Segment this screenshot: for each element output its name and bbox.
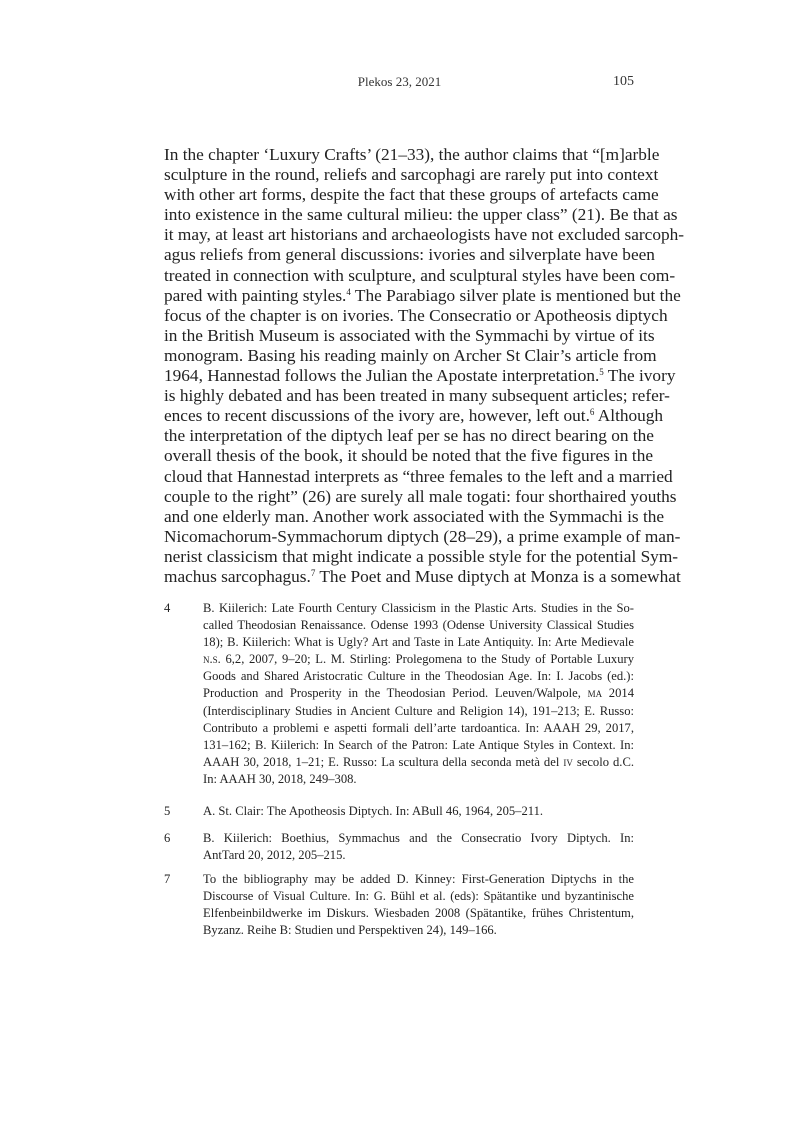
text-line: [203, 600, 634, 617]
text-run: Discourse of Visual Culture. In: G. Bühl et al. (eds): Spätantike und byzantinische: [203, 889, 634, 904]
footnote-number: 7: [164, 872, 171, 886]
text-run: The Parabiago silver plate is mentioned but the: [350, 285, 681, 305]
text-run: overall thesis of the book, it should be noted that the five figures in the: [164, 446, 654, 466]
text-line: [164, 305, 668, 326]
text-line: [164, 506, 665, 527]
text-run: The Poet and Muse diptych at Monza is a somewhat: [315, 566, 681, 586]
text-line: [164, 566, 681, 587]
text-run: machus sarcophagus.: [164, 566, 311, 586]
text-run: into existence in the same cultural milieu: the upper class” (21). Be that as: [164, 205, 678, 225]
text-line: [164, 325, 655, 346]
footnote-reference: 5: [599, 367, 604, 378]
text-line: [203, 922, 634, 939]
text-line: [203, 888, 634, 905]
text-line: [203, 668, 634, 685]
text-run: secolo d.C.: [572, 754, 634, 769]
text-line: [164, 265, 676, 286]
text-line: [203, 685, 634, 702]
text-run: it may, at least art historians and archaeologists have not excluded sarcoph-: [164, 225, 685, 245]
text-run: Production and Prosperity in the Theodosian Period. Leuven/Walpole,: [203, 686, 588, 701]
small-caps-text: ma: [587, 686, 603, 701]
text-line: [164, 486, 677, 507]
footnote-text: [203, 803, 634, 820]
text-line: [164, 366, 676, 386]
text-run: In: AAAH 30, 2018, 249–308.: [203, 771, 357, 786]
text-run: 2014: [602, 686, 634, 701]
text-line: [203, 634, 634, 651]
text-line: [203, 617, 634, 634]
text-run: cloud that Hannestad interprets as “three females to the left and a married: [164, 466, 673, 486]
text-line: [203, 871, 634, 888]
text-run: B. Kiilerich: Late Fourth Century Classicism in the Plastic Arts. Studies in the So-: [203, 601, 634, 615]
text-run: Byzanz. Reihe B: Studien und Perspektiven 24), 149–166.: [203, 923, 497, 938]
text-run: treated in connection with sculpture, and sculptural styles have been com-: [164, 265, 676, 285]
text-line: [164, 406, 664, 426]
footnote-text: [203, 600, 634, 788]
text-run: 6,2, 2007, 9–20; L. M. Stirling: Prolegomena to the Study of Portable Luxury: [220, 652, 634, 667]
text-run: in the British Museum is associated with the Symmachi by virtue of its: [164, 325, 655, 345]
text-run: AntTard 20, 2012, 205–215.: [203, 848, 346, 863]
footnote-reference: 4: [346, 286, 351, 297]
text-line: [203, 703, 634, 720]
text-line: [164, 245, 655, 265]
text-run: To the bibliography may be added D. Kinney: First-Generation Diptychs in the: [203, 872, 634, 886]
text-line: [203, 651, 634, 668]
text-run: Goods and Shared Aristocratic Culture in the Theodosian Age. In: I. Jacobs (ed.):: [203, 669, 634, 684]
text-run: focus of the chapter is on ivories. The Consecratio or Apotheosis diptych: [164, 305, 668, 325]
text-run: sculpture in the round, reliefs and sarcophagi are rarely put into context: [164, 165, 659, 185]
text-line: [203, 803, 634, 820]
text-run: The ivory: [603, 366, 676, 386]
running-header-journal: Plekos 23, 2021: [357, 74, 442, 89]
text-line: [203, 771, 634, 788]
small-caps-text: n.s.: [203, 652, 221, 667]
page-number: 105: [613, 74, 634, 89]
footnote-number: 6: [164, 831, 171, 845]
text-run: Although: [594, 406, 664, 426]
text-run: Contributo a problemi e aspetti formali dell’arte tardoantica. In: AAAH 29, 2017,: [203, 720, 634, 735]
text-line: [164, 205, 678, 225]
text-run: 1964, Hannestad follows the Julian the Apostate interpretation.: [164, 366, 600, 386]
body-paragraph: [164, 145, 685, 587]
text-line: [164, 386, 670, 406]
text-line: [203, 905, 634, 922]
text-line: [164, 145, 660, 165]
text-run: nerist classicism that might indicate a possible style for the potential Sym-: [164, 546, 679, 566]
text-line: [164, 426, 654, 446]
text-run: ences to recent discussions of the ivory are, however, left out.: [164, 406, 590, 426]
text-run: pared with painting styles.: [164, 285, 347, 305]
footnote-reference: 7: [310, 567, 316, 578]
text-run: is highly debated and has been treated in many subsequent articles; refer-: [164, 386, 670, 406]
text-line: [164, 546, 679, 567]
footnote-reference: 6: [589, 407, 595, 418]
text-run: with other art forms, despite the fact that these groups of artefacts came: [164, 185, 659, 205]
text-line: [164, 526, 681, 547]
text-line: [164, 285, 681, 306]
text-line: [203, 847, 634, 864]
text-run: 18); B. Kiilerich: What is Ugly? Art and Taste in Late Antiquity. In: Arte Medievale: [203, 635, 634, 650]
footnote-number: 5: [164, 804, 171, 818]
text-run: agus reliefs from general discussions: ivories and silverplate have been: [164, 245, 655, 265]
text-run: B. Kiilerich: Boethius, Symmachus and the Consecratio Ivory Diptych. In:: [203, 831, 634, 845]
text-run: AAAH 30, 2018, 1–21; E. Russo: La scultura della seconda metà del: [203, 754, 564, 769]
text-run: and one elderly man. Another work associated with the Symmachi is the: [164, 506, 665, 526]
text-line: [203, 737, 634, 754]
text-line: [164, 345, 657, 366]
small-caps-text: iv: [563, 754, 573, 769]
text-line: [164, 225, 685, 245]
text-line: [203, 720, 634, 737]
footnote-text: [203, 871, 634, 939]
footnote-text: [203, 830, 634, 864]
text-run: Nicomachorum-Symmachorum diptych (28–29), a prime example of man-: [164, 526, 681, 546]
text-run: the interpretation of the diptych leaf per se has no direct bearing on the: [164, 426, 654, 446]
text-run: (Interdisciplinary Studies in Ancient Culture and Religion 14), 191–213; E. Russo:: [203, 703, 634, 718]
text-run: couple to the right” (26) are surely all male togati: four shorthaired youths: [164, 486, 677, 506]
text-run: 131–162; B. Kiilerich: In Search of the Patron: Late Antique Styles in Context. In:: [203, 737, 634, 752]
text-line: [164, 466, 673, 487]
text-run: called Theodosian Renaissance. Odense 1993 (Odense University Classical Studies: [203, 618, 634, 633]
footnote-number: 4: [164, 601, 171, 615]
text-run: A. St. Clair: The Apotheosis Diptych. In: ABull 46, 1964, 205–211.: [203, 804, 544, 818]
text-line: [203, 754, 634, 771]
text-run: Elfenbeinbildwerke im Diskurs. Wiesbaden 2008 (Spätantike, frühes Christentum,: [203, 906, 634, 921]
text-line: [164, 185, 659, 205]
text-line: [203, 830, 634, 847]
text-line: [164, 446, 654, 466]
text-run: In the chapter ‘Luxury Crafts’ (21–33), the author claims that “[m]arble: [164, 145, 660, 164]
text-line: [164, 165, 659, 185]
text-run: monogram. Basing his reading mainly on Archer St Clair’s article from: [164, 345, 657, 365]
